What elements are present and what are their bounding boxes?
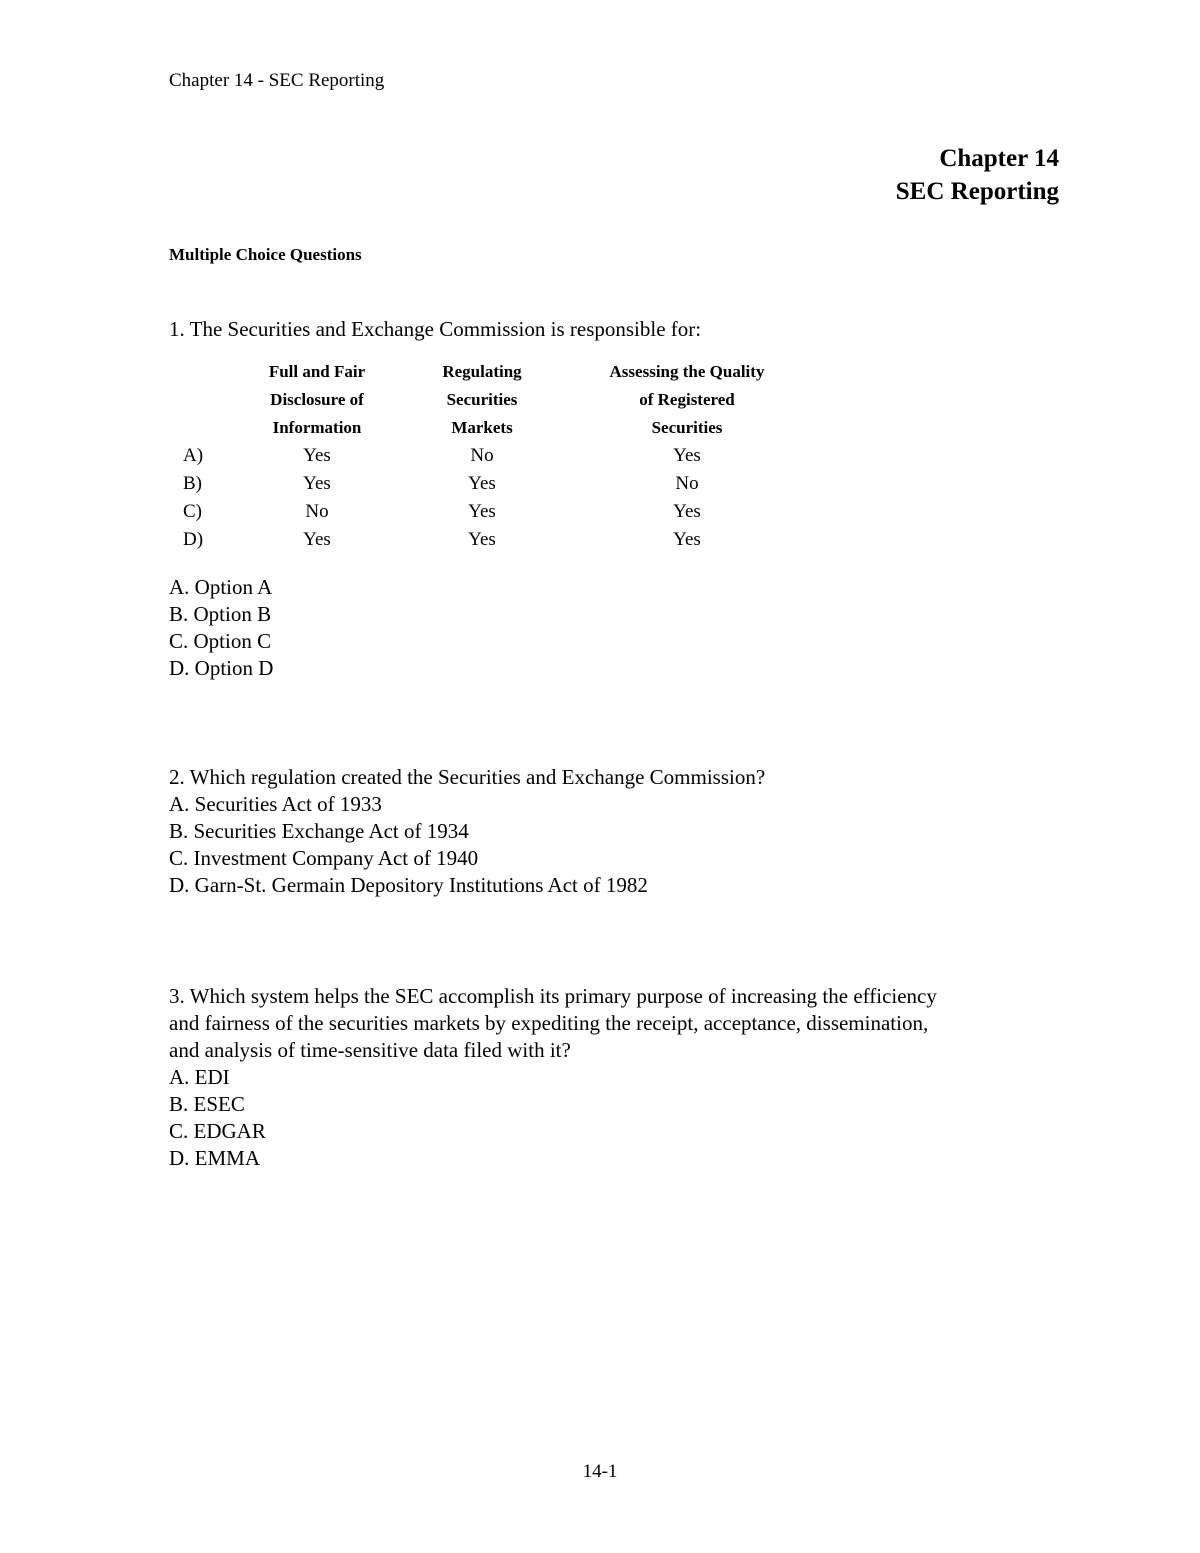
question-2-stem: 2. Which regulation created the Securities and Exchange Commission?	[169, 765, 766, 789]
table-cell: Yes	[303, 473, 331, 494]
section-heading: Multiple Choice Questions	[169, 245, 362, 264]
table-cell: Yes	[673, 445, 701, 466]
table-cell: No	[305, 501, 329, 522]
answer-option: D. EMMA	[169, 1146, 261, 1170]
header-line: Assessing the Quality	[609, 362, 765, 381]
table-header-regulating	[397, 358, 567, 442]
table-row	[169, 442, 807, 470]
table-cell: Yes	[468, 473, 496, 494]
question-2-options	[169, 791, 648, 899]
row-label: B)	[183, 473, 202, 494]
question-3-stem-line: and analysis of time-sensitive data filed with it?	[169, 1038, 571, 1062]
answer-option: C. Option C	[169, 629, 272, 653]
answer-option: A. Option A	[169, 575, 273, 599]
row-label: C)	[183, 501, 202, 522]
answer-option: A. EDI	[169, 1065, 230, 1089]
table-cell: Yes	[673, 501, 701, 522]
table-header-row	[169, 358, 807, 442]
table-cell: Yes	[673, 529, 701, 550]
table-header-disclosure	[237, 358, 397, 442]
answer-option: B. Securities Exchange Act of 1934	[169, 819, 469, 843]
table-cell: Yes	[303, 445, 331, 466]
table-header-assessing	[567, 358, 807, 442]
question-3-stem	[169, 983, 937, 1064]
chapter-title: SEC Reporting	[895, 178, 1059, 205]
answer-option: D. Option D	[169, 656, 274, 680]
header-line: Regulating	[442, 362, 522, 381]
answer-option: C. EDGAR	[169, 1119, 266, 1143]
table-corner-cell	[169, 358, 237, 442]
header-line: Securities	[446, 390, 518, 409]
header-line: Markets	[451, 418, 513, 437]
row-label: D)	[183, 529, 204, 550]
chapter-title-block	[896, 142, 1059, 208]
answer-option: A. Securities Act of 1933	[169, 792, 382, 816]
table-cell: No	[470, 445, 494, 466]
table-cell: Yes	[468, 501, 496, 522]
answer-option: B. ESEC	[169, 1092, 245, 1116]
page-number: 14-1	[582, 1461, 618, 1482]
table-cell: Yes	[468, 529, 496, 550]
chapter-number: Chapter 14	[939, 145, 1059, 172]
question-1-table	[169, 358, 807, 554]
header-line: Securities	[651, 418, 723, 437]
question-1-options	[169, 574, 273, 682]
question-1-stem: 1. The Securities and Exchange Commission is responsible for:	[169, 317, 702, 341]
table-row	[169, 470, 807, 498]
header-line: Disclosure of	[270, 390, 364, 409]
row-label: A)	[183, 445, 204, 466]
table-cell: Yes	[303, 529, 331, 550]
header-line: of Registered	[639, 390, 735, 409]
running-header: Chapter 14 - SEC Reporting	[169, 70, 385, 91]
question-3-options	[169, 1064, 266, 1172]
answer-option: C. Investment Company Act of 1940	[169, 846, 479, 870]
answer-option: B. Option B	[169, 602, 272, 626]
table-cell: No	[675, 473, 699, 494]
answer-option: D. Garn-St. Germain Depository Institutions Act of 1982	[169, 873, 648, 897]
question-3-stem-line: 3. Which system helps the SEC accomplish its primary purpose of increasing the efficiency	[169, 984, 937, 1008]
question-3-stem-line: and fairness of the securities markets by expediting the receipt, acceptance, dissemination,	[169, 1011, 929, 1035]
table-row	[169, 498, 807, 526]
header-line: Information	[272, 418, 362, 437]
header-line: Full and Fair	[268, 362, 366, 381]
table-row	[169, 526, 807, 554]
